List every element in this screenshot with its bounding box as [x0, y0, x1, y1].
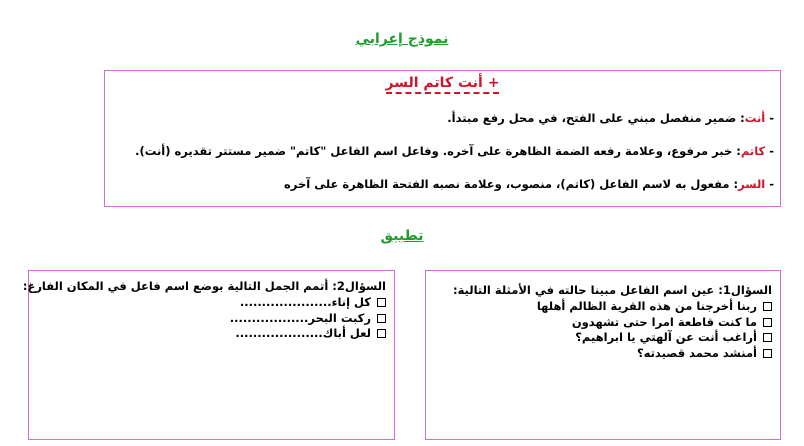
- section-title: تطبيق: [380, 228, 424, 244]
- checkbox-icon: [763, 302, 772, 311]
- list-item: [537, 330, 772, 346]
- checkbox-icon: [763, 318, 772, 327]
- item-text: أراغب أنت عن آلهتي يا ابراهيم؟: [575, 330, 757, 344]
- question-2-list: [230, 295, 386, 342]
- list-item: [230, 326, 386, 342]
- checkbox-icon: [377, 314, 386, 323]
- item-text: ما كنت قاطعة امرا حتى تشهدون: [571, 314, 757, 329]
- question-1-heading: السؤال1: عين اسم الفاعل مبينا حالته في الأمثلة التالية:: [452, 283, 772, 297]
- item-text: كل إناء.....................: [239, 295, 371, 309]
- item-text: لعل أباك....................: [235, 326, 371, 340]
- checkbox-icon: [763, 333, 772, 342]
- parse-line-katim: - كاتم: خبر مرفوع، وعلامة رفعه الضمة الظاهرة على آخره. وفاعل اسم الفاعل "كاتم" ضمير مستتر تقديره (أنت).: [135, 144, 774, 158]
- question-2-box: [22, 270, 395, 440]
- parse-line-assir: - السر: مفعول به لاسم الفاعل (كاتم)، منصوب، وعلامة نصبه الفتحة الظاهرة على آخره: [284, 177, 774, 191]
- item-text: أمنشد محمد قصيدته؟: [636, 345, 757, 360]
- parse-line-anta: - أنت: ضمير منفصل مبني على الفتح، في محل رفع مبتدأ.: [447, 111, 774, 125]
- parse-text: : خبر مرفوع، وعلامة رفعه الضمة الظاهرة على آخره. وفاعل اسم الفاعل "كاتم" ضمير مستتر تقديره (أنت).: [135, 144, 741, 158]
- question-1-list: [537, 299, 772, 361]
- page-title: نموذج إعرابي: [355, 31, 449, 47]
- parse-text: : مفعول به لاسم الفاعل (كاتم)، منصوب، وعلامة نصبه الفتحة الظاهرة على آخره: [284, 177, 739, 191]
- item-text: ركبت البحر..................: [229, 310, 371, 325]
- parse-text: : ضمير منفصل مبني على الفتح، في محل رفع مبتدأ.: [447, 111, 745, 125]
- list-item: [230, 311, 386, 327]
- checkbox-icon: [377, 298, 386, 307]
- checkbox-icon: [763, 349, 772, 358]
- parse-word: أنت: [744, 111, 766, 125]
- list-item: [537, 346, 772, 362]
- list-item: [230, 295, 386, 311]
- checkbox-icon: [377, 329, 386, 338]
- question-2-heading: السؤال2: أتمم الجمل التالية بوضع اسم فاعل في المكان الفارغ:: [22, 279, 386, 293]
- parsing-example-box: [104, 70, 781, 207]
- parse-word: السر: [738, 177, 766, 191]
- list-item: [537, 315, 772, 331]
- question-1-box: [425, 270, 781, 440]
- item-text: ربنا أخرجنا من هذه القرية الظالم أهلها: [536, 299, 757, 313]
- parse-word: كاتم: [740, 144, 766, 158]
- list-item: [537, 299, 772, 315]
- plus-sign: +: [482, 75, 500, 91]
- example-sentence: أنت كاتم السر: [385, 75, 483, 91]
- example-heading: [105, 75, 780, 91]
